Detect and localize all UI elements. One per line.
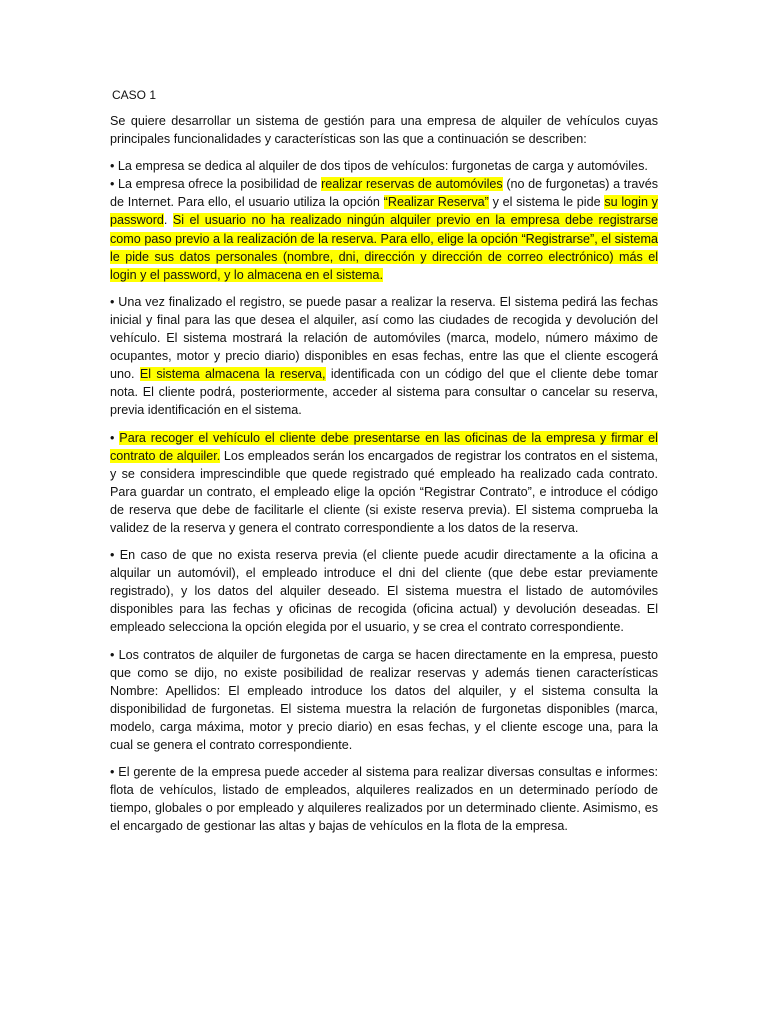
paragraph-text: identificada con un código del que el cliente debe tomar nota. El cliente podrá, posteriormente, acceder al sistema para consultar o cancelar su reserva, previa identificación en el sistema.: [110, 367, 659, 418]
paragraph-text: (no de furgonetas) a través de Internet. Para ello, el usuario utiliza la opción: [110, 177, 658, 210]
paragraph-text: • Los contratos de alquiler de furgonetas de carga se hacen directamente en la empresa, puesto que como se dijo, no existe posibilidad de realizar reservas y además tienen características Nombre: Apellidos: El empleado introduce los datos del alquiler, y el sistema consulta la disponibilidad de furgonetas. El sistema muestra la relación de furgonetas disponibles (marca, modelo, carga máxima, motor y precio diario) en esas fechas, y el cliente escoge una, para la cual se genera el contrato correspondiente.: [110, 647, 658, 752]
highlighted-text: Para recoger el vehículo el cliente debe presentarse en las oficinas de la empresa y firmar el contrato de alquiler.: [110, 430, 658, 463]
paragraph-text: • El gerente de la empresa puede acceder al sistema para realizar diversas consultas e informes: flota de vehículos, listado de empleados, alquileres realizados en un determinado período de tiempo, globales o por empleado y alquileres realizados por un determinado cliente. Asimismo, es el encargado de gestionar las altas y bajas de vehículos en la flota de la empresa.: [110, 765, 658, 834]
paragraph-text: • La empresa ofrece la posibilidad de: [110, 177, 322, 192]
document-title: CASO 1: [112, 88, 157, 102]
document-body: [110, 112, 658, 835]
paragraph-text: •: [110, 430, 120, 445]
paragraph: [110, 112, 658, 148]
paragraph: [110, 293, 658, 420]
highlighted-text: “Realizar Reserva”: [383, 195, 489, 210]
paragraph-text: Se quiere desarrollar un sistema de gestión para una empresa de alquiler de vehículos cuyas principales funcionalidades y características son las que a continuación se describen:: [110, 114, 658, 147]
paragraph: [110, 157, 658, 175]
highlighted-text: su login y password: [110, 195, 658, 228]
paragraph: [110, 429, 658, 538]
paragraph: [110, 763, 658, 835]
paragraph-text: .: [163, 213, 173, 228]
highlighted-text: Si el usuario no ha realizado ningún alquiler previo en la empresa debe registrarse como paso previo a la realización de la reserva. Para ello, elige la opción “Registrarse”, el sistema le pide sus datos personales (nombre, dni, dirección y dirección de correo electrónico) más el login y el password, y lo almacena en el sistema.: [110, 213, 658, 282]
paragraph-text: • Una vez finalizado el registro, se puede pasar a realizar la reserva. El sistema pedirá las fechas inicial y final para las que desea el alquiler, así como las ciudades de recogida y devolución del vehículo. El sistema mostrará la relación de automóviles (marca, modelo, número máximo de ocupantes, motor y precio diario) disponibles en esas fechas, entre las que el cliente escogerá uno.: [110, 294, 658, 382]
highlighted-text: realizar reservas de automóviles: [321, 177, 503, 192]
paragraph: [110, 546, 658, 636]
paragraph-text: Los empleados serán los encargados de registrar los contratos en el sistema, y se considera imprescindible que quede registrado qué empleado ha realizado cada contrato. Para guardar un contrato, el empleado elige la opción “Registrar Contrato”, e introduce el código de reserva que debe de facilitarle el cliente (si existe reserva previa). El sistema comprueba la validez de la reserva y genera el contrato correspondiente a los datos de la reserva.: [110, 448, 658, 535]
highlighted-text: El sistema almacena la reserva,: [139, 367, 326, 382]
paragraph-text: • En caso de que no exista reserva previa (el cliente puede acudir directamente a la oficina a alquilar un automóvil), el empleado introduce el dni del cliente (que debe estar previamente registrado), y los datos del alquiler deseado. El sistema muestra el listado de automóviles disponibles para las fechas y oficinas de recogida (oficina actual) y devolución deseadas. El empleado selecciona la opción elegida por el usuario, y se crea el contrato correspondiente.: [110, 548, 658, 635]
paragraph-text: • La empresa se dedica al alquiler de dos tipos de vehículos: furgonetas de carga y automóviles.: [110, 159, 648, 174]
paragraph: [110, 646, 658, 755]
paragraph: [110, 175, 658, 284]
paragraph-text: y el sistema le pide: [488, 195, 605, 210]
